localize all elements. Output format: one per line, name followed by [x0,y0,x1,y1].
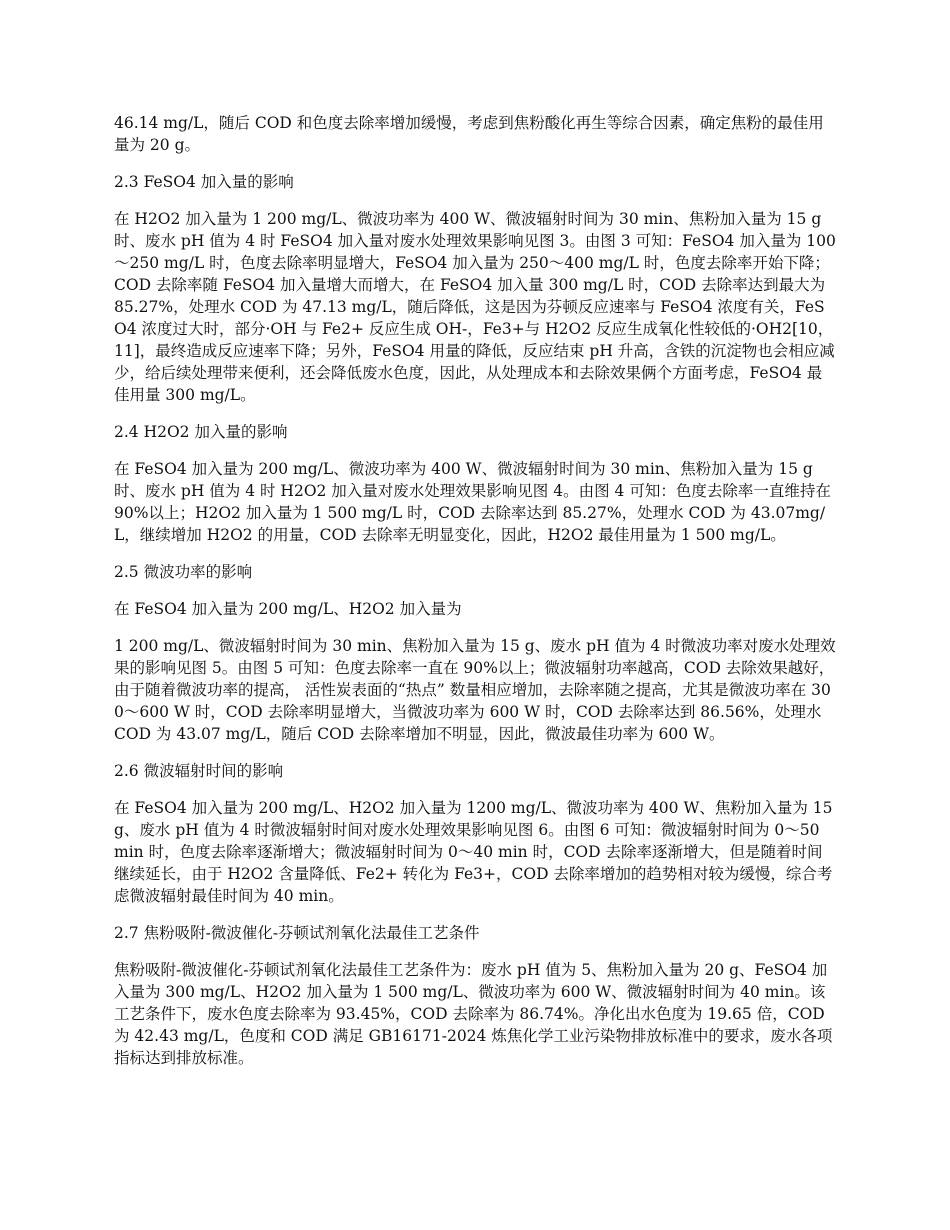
section-heading-2-4: 2.4 H2O2 加入量的影响 [114,423,288,441]
section-heading-2-6: 2.6 微波辐射时间的影响 [114,762,284,780]
paragraph-microwave-power-effect: 1 200 mg/L、微波辐射时间为 30 min、焦粉加入量为 15 g、废水 pH 值为 4 时微波功率对废水处理效果的影响见图 5。由图 5 可知：色度去除率一直在 90%以上；微波辐射功率越高，COD 去除效果越好，由于随着微波功率的提高， 活性炭表面的“热点” 数量相应增加，去除率随之提高，尤其是微波功率在 300～600 W 时，COD 去除率明显增大，当微波功率为 600 W 时，COD 去除率达到 86.56%，处理水 COD 为 43.07 mg/L，随后 COD 去除率增加不明显，因此，微波最佳功率为 600 W。 [114,637,836,743]
section-heading-2-7: 2.7 焦粉吸附-微波催化-芬顿试剂氧化法最佳工艺条件 [114,924,480,942]
paragraph-intro-continued: 46.14 mg/L，随后 COD 和色度去除率增加缓慢，考虑到焦粉酸化再生等综合因素，确定焦粉的最佳用量为 20 g。 [114,114,824,154]
paragraph-irradiation-time-effect: 在 FeSO4 加入量为 200 mg/L、H2O2 加入量为 1200 mg/L、微波功率为 400 W、焦粉加入量为 15 g、废水 pH 值为 4 时微波辐射时间对废水处理效果影响见图 6。由图 6 可知：微波辐射时间为 0～50 min 时，色度去除率逐渐增大；微波辐射时间为 0～40 min 时，COD 去除率逐渐增大，但是随着时间继续延长，由于 H2O2 含量降低、Fe2+ 转化为 Fe3+，COD 去除率增加的趋势相对较为缓慢，综合考虑微波辐射最佳时间为 40 min。 [114,799,833,905]
paragraph-optimal-conditions: 焦粉吸附-微波催化-芬顿试剂氧化法最佳工艺条件为：废水 pH 值为 5、焦粉加入量为 20 g、FeSO4 加入量为 300 mg/L、H2O2 加入量为 1 500 mg/L、微波功率为 600 W、微波辐射时间为 40 min。该工艺条件下，废水色度去除率为 93.45%，COD 去除率为 86.74%。净化出水色度为 19.65 倍，COD 为 42.43 mg/L，色度和 COD 满足 GB16171-2024 炼焦化学工业污染物排放标准中的要求，废水各项指标达到排放标准。 [114,961,833,1067]
paragraph-microwave-power-lead: 在 FeSO4 加入量为 200 mg/L、H2O2 加入量为 [114,600,462,618]
paragraph-h2o2-effect: 在 FeSO4 加入量为 200 mg/L、微波功率为 400 W、微波辐射时间为 30 min、焦粉加入量为 15 g 时、废水 pH 值为 4 时 H2O2 加入量对废水处理效果影响见图 4。由图 4 可知：色度去除率一直维持在 90%以上；H2O2 加入量为 1 500 mg/L 时，COD 去除率达到 85.27%，处理水 COD 为 43.07mg/L，继续增加 H2O2 的用量，COD 去除率无明显变化，因此，H2O2 最佳用量为 1 500 mg/L。 [114,460,831,544]
paragraph-feso4-effect: 在 H2O2 加入量为 1 200 mg/L、微波功率为 400 W、微波辐射时间为 30 min、焦粉加入量为 15 g 时、废水 pH 值为 4 时 FeSO4 加入量对废水处理效果影响见图 3。由图 3 可知：FeSO4 加入量为 100～250 mg/L 时，色度去除率明显增大，FeSO4 加入量为 250～400 mg/L 时，色度去除率开始下降；COD 去除率随 FeSO4 加入量增大而增大，在 FeSO4 加入量 300 mg/L 时，COD 去除率达到最大为 85.27%，处理水 COD 为 47.13 mg/L，随后降低，这是因为芬顿反应速率与 FeSO4 浓度有关，FeSO4 浓度过大时，部分·OH 与 Fe2+ 反应生成 OH-，Fe3+与 H2O2 反应生成氧化性较低的·OH2[10，11]，最终造成反应速率下降；另外，FeSO4 用量的降低，反应结束 pH 升高，含铁的沉淀物也会相应减少，给后续处理带来便利，还会降低废水色度，因此，从处理成本和去除效果俩个方面考虑，FeSO4 最佳用量 300 mg/L。 [114,210,836,404]
section-heading-2-3: 2.3 FeSO4 加入量的影响 [114,173,294,191]
section-heading-2-5: 2.5 微波功率的影响 [114,563,253,581]
document-body [114,112,836,1084]
